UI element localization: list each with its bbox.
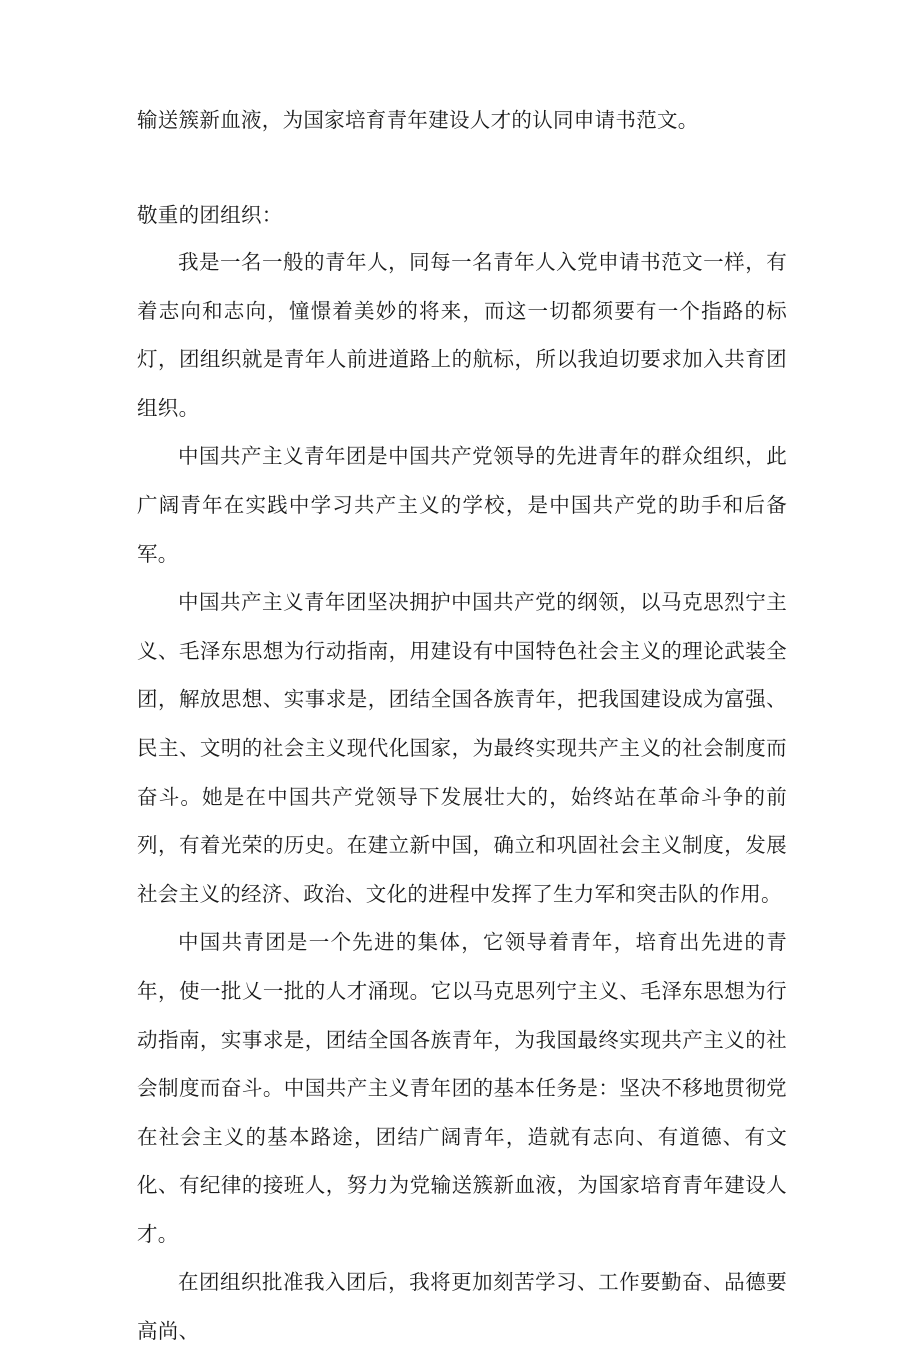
paragraph-commitment: 在团组织批准我入团后，我将更加刻苦学习、工作要勤奋、品德要高尚、 xyxy=(137,1270,787,1344)
salutation: 敬重的团组织： xyxy=(137,203,283,227)
intro-line: 输送簇新血液，为国家培育青年建设人才的认同申请书范文。 xyxy=(137,108,699,132)
paragraph-mission: 中国共青团是一个先进的集体，它领导着青年，培育出先进的青年，使一批乂一批的人才涌现。它以马克思列宁主义、毛泽东思想为行动指南，实事求是，团结全国各族青年，为我国最终实现共产主义的社会制度而奋斗。中国共产主义青年团的基本任务是：坚决不移地贯彻党在社会主义的基本路途，团结广阔青年，造就有志向、有道德、有文化、有纪律的接班人，努力为党输送簇新血液，为国家培育青年建设人才。 xyxy=(137,930,787,1246)
paragraph-intro: 我是一名一般的青年人，同每一名青年人入党申请书范文一样，有着志向和志向，憧憬着美妙的将来，而这一切都须要有一个指路的标灯，团组织就是青年人前进道路上的航标，所以我迫切要求加入共育团组织。 xyxy=(137,250,787,420)
paragraph-program: 中国共产主义青年团坚决拥护中国共产党的纲领，以马克思烈宁主义、毛泽东思想为行动指南，用建设有中国特色社会主义的理论武装全团，解放思想、实事求是，团结全国各族青年，把我国建设成为富强、民主、文明的社会主义现代化国家，为最终实现共产主义的社会制度而奋斗。她是在中国共产党领导下发展壮大的，始终站在革命斗争的前列，有着光荣的历史。在建立新中国，确立和巩固社会主义制度，发展社会主义的经济、政治、文化的进程中发挥了生力军和突击队的作用。 xyxy=(137,590,787,906)
body-paragraphs xyxy=(137,238,787,1356)
paragraph-definition: 中国共产主义青年团是中国共产党领导的先进青年的群众组织，此广阔青年在实践中学习共产主义的学校，是中国共产党的助手和后备军。 xyxy=(137,444,787,566)
